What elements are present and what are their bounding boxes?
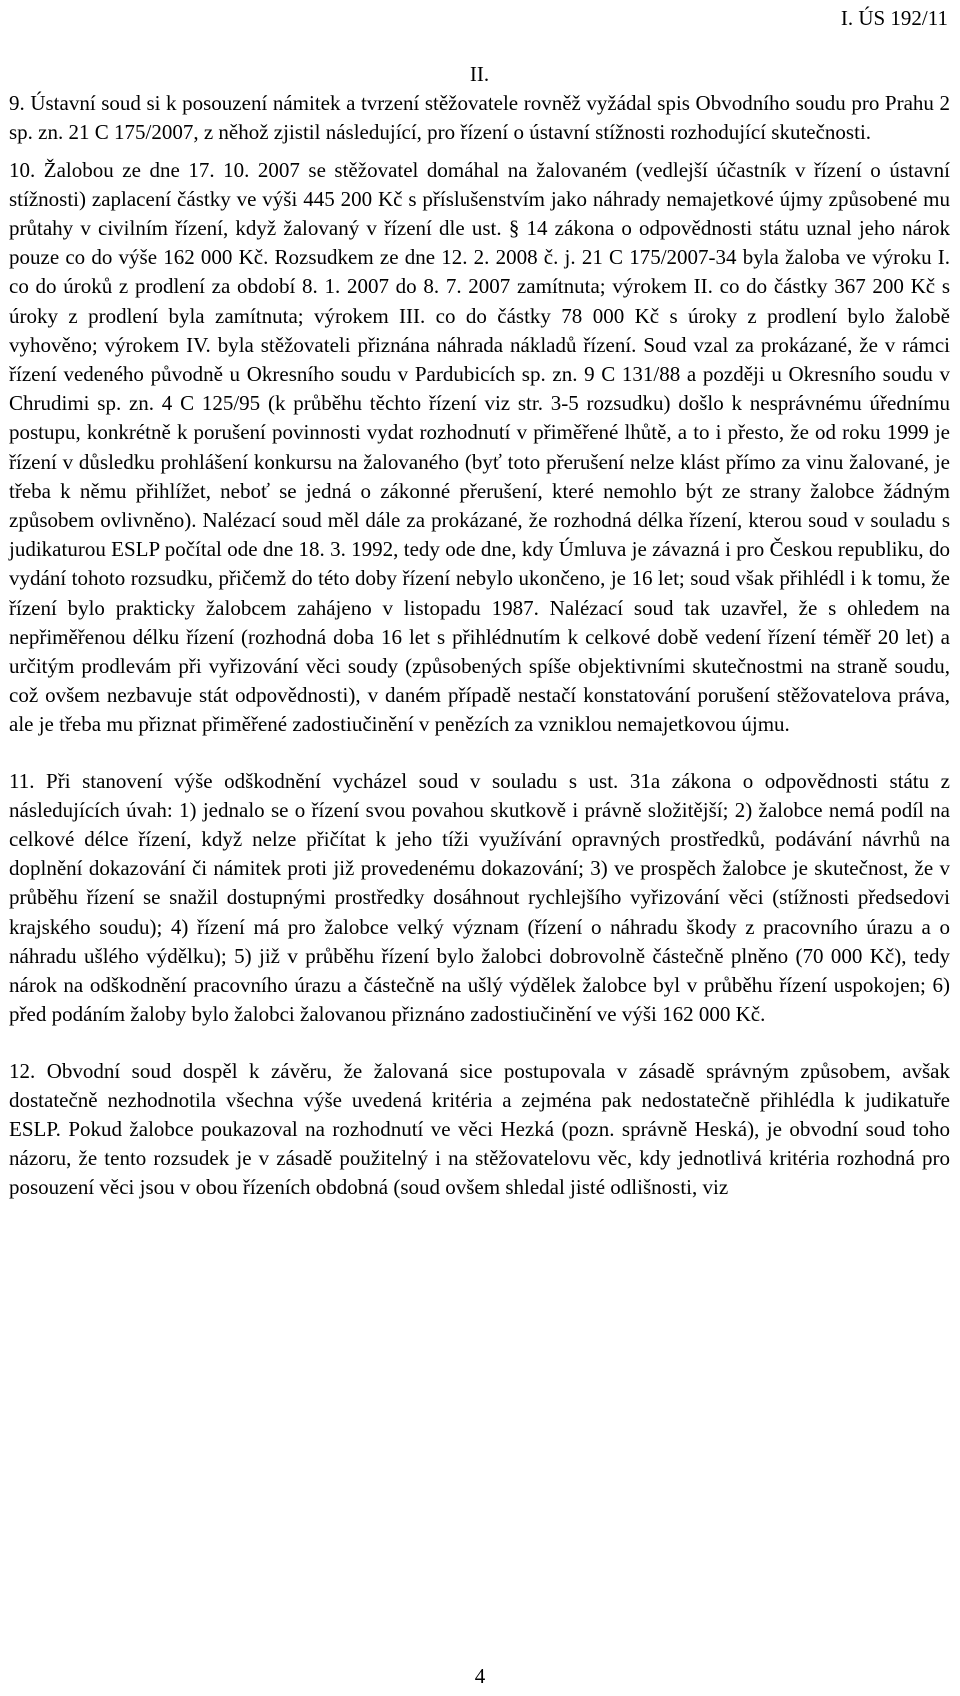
paragraph-12	[9, 1057, 950, 1203]
paragraph-9	[9, 89, 950, 147]
paragraph-11	[9, 767, 950, 1030]
paragraph-number: 11.	[9, 768, 35, 793]
paragraph-text: Ústavní soud si k posouzení námitek a tvrzení stěžovatele rovněž vyžádal spis Obvodního soudu pro Prahu 2 sp. zn. 21 C 175/2007, z něhož zjistil následující, pro řízení o ústavní stížnosti rozhodující skutečnosti.	[9, 91, 950, 145]
paragraph-text: Obvodní soud dospěl k závěru, že žalovaná sice postupovala v zásadě správným způsobem, avšak dostatečně nezhodnotila všechna výše uvedená kritéria a zejména pak nedostatečně přihlédla k judikatuře ESLP. Pokud žalobce poukazoval na rozhodnutí ve věci Hezká (pozn. správně Heská), je obvodní soud toho názoru, že tento rozsudek je v zásadě použitelný i na stěžovatelovu věc, kdy jednotlivá kritéria rozhodná pro posouzení věci jsou v obou řízeních obdobná (soud ovšem shledal jisté odlišnosti, viz	[9, 1058, 951, 1200]
paragraph-text: Při stanovení výše odškodnění vycházel soud v souladu s ust. 31a zákona o odpovědnosti státu z následujících úvah: 1) jednalo se o řízení svou povahou skutkově i právně složitější; 2) žalobce nemá podíl na celkové délce řízení, když nelze přičítat k jeho tíži využívání opravných prostředků, podávání návrhů na doplnění dokazování či námitek proti již provedenému dokazování; 3) ve prospěch žalobce je skutečnost, že v průběhu řízení se snažil dostupnými prostředky dosáhnout rychlejšího vyřizování věci (stížnosti předsedovi krajského soudu); 4) řízení má pro žalobce velký význam (řízení o náhradu škody z pracovního úrazu a o náhradu ušlého výdělku); 5) již v průběhu řízení bylo žalobci dobrovolně částečně plněno (70 000 Kč), tedy nárok na odškodnění pracovního úrazu a částečně na ušlý výdělek žalobce byl v průběhu řízení uspokojen; 6) před podáním žaloby bylo žalobci žalovanou přiznáno zadostiučinění ve výši 162 000 Kč.	[9, 768, 950, 1027]
paragraph-number: 9.	[9, 91, 25, 116]
case-reference: I. ÚS 192/11	[840, 6, 948, 30]
section-title: II.	[469, 62, 490, 86]
paragraph-number: 12.	[9, 1058, 36, 1083]
document-body	[9, 60, 950, 1203]
paragraph-10	[9, 156, 950, 740]
page-number: 4	[474, 1664, 486, 1688]
paragraph-text: Žalobou ze dne 17. 10. 2007 se stěžovatel domáhal na žalovaném (vedlejší účastník v řízení o ústavní stížnosti) zaplacení částky ve výši 445 200 Kč s příslušenstvím jako náhrady nemajetkové újmy způsobené mu průtahy v civilním řízení, když žalovaný v řízení dle ust. § 14 zákona o odpovědnosti státu uznal jeho nárok pouze co do výše 162 000 Kč. Rozsudkem ze dne 12. 2. 2008 č. j. 21 C 175/2007-34 byla žaloba ve výroku I. co do úroků z prodlení za období 8. 1. 2007 do 8. 7. 2007 zamítnuta; výrokem II. co do částky 367 200 Kč s úroky z prodlení byla zamítnuta; výrokem III. co do částky 78 000 Kč s úroky z prodlení bylo žalobě vyhověno; výrokem IV. byla stěžovateli přiznána náhrada nákladů řízení. Soud vzal za prokázané, že v rámci řízení vedeného původně u Okresního soudu v Pardubicích sp. zn. 9 C 131/88 a později u Okresního soudu v Chrudimi sp. zn. 4 C 125/95 (k průběhu těchto řízení viz str. 3-5 rozsudku) došlo k nesprávnému úřednímu postupu, konkrétně k porušení povinnosti vydat rozhodnutí v přiměřené lhůtě, a to i přesto, že od roku 1999 je řízení v důsledku prohlášení konkursu na žalovaného (byť toto přerušení nelze klást přímo za vinu žalované, je třeba k němu přihlížet, neboť se jedná o zákonné přerušení, které nemohlo být ze strany žalobce žádným způsobem ovlivněno). Nalézací soud měl dále za prokázané, že rozhodná délka řízení, kterou soud v souladu s judikaturou ESLP počítal ode dne 18. 3. 1992, tedy ode dne, kdy Úmluva je závazná i pro Českou republiku, do vydání tohoto rozsudku, přičemž do této doby řízení nebylo ukončeno, je 16 let; soud však přihlédl i k tomu, že řízení bylo prakticky žalobcem zahájeno v listopadu 1987. Nalézací soud tak uzavřel, že s ohledem na nepřiměřenou délku řízení (rozhodná doba 16 let s přihlédnutím k celkové době vedení řízení téměř 20 let) a určitým prodlevám při vyřizování věci soudy (způsobených spíše objektivními skutečnostmi na straně soudu, což ovšem nezbavuje stát odpovědnosti), v daném případě nestačí konstatování porušení stěžovatelova práva, ale je třeba mu přiznat přiměřené zadostiučinění v penězích za vzniklou nemajetkovou újmu.	[9, 157, 950, 737]
paragraph-number: 10.	[9, 157, 36, 182]
